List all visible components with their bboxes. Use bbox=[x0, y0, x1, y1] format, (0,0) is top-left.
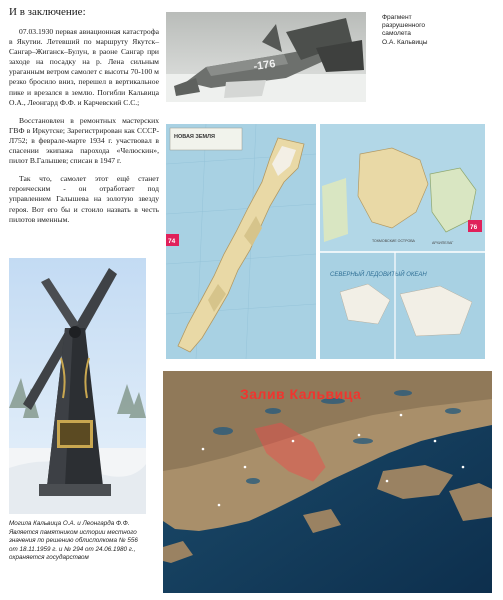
section-heading: И в заключение: bbox=[9, 6, 86, 18]
fuselage-marking: -176 bbox=[252, 58, 277, 73]
caption-line: О.А. Кальвицы bbox=[382, 38, 428, 46]
inset-label-1: ТОКМОВСКИЕ ОСТРОВА bbox=[372, 239, 415, 243]
satellite-graphic bbox=[163, 371, 492, 593]
inset-label-2: АРХИПЕЛАГ bbox=[432, 241, 454, 245]
paragraph-restoration: Восстановлен в ремонтных мастерских ГВФ в Иркутске; Зарегистрирован как СССР-Л752; в феврале-марте 1934 г. участвовал в спасении экипажа парохода «Челюскин», пилот В.Галышев; списан в 1947 г. bbox=[9, 115, 159, 166]
plane-photo-caption bbox=[382, 14, 492, 47]
map-side-graphic bbox=[320, 124, 485, 359]
satellite-image bbox=[163, 371, 492, 593]
plane-photo-graphic bbox=[166, 12, 366, 102]
ocean-label: СЕВЕРНЫЙ ЛЕДОВИТЫЙ ОКЕАН bbox=[330, 272, 427, 278]
satellite-title: Залив Кальвица bbox=[240, 386, 362, 402]
paragraph-crash: 07.03.1930 первая авиационная катастрофа в Якутии. Летевший по маршруту Якутск–Сангар–Жиганск–Булун, в раоне Сангар при заходе на посадку на р. Лена сильным ураганным ветром самолет с высоты 70-100 м резко бросило вниз, перешел в вертикальное пике и врезался в землю. Погибли Кальвица О.А., Леонгард Ф.Ф. и Карчевский С.С.; bbox=[9, 27, 159, 107]
monument-photo bbox=[9, 258, 146, 514]
crashed-plane-photo bbox=[166, 12, 366, 102]
caption-line: самолета bbox=[382, 30, 411, 38]
caption-line: разрушенного bbox=[382, 22, 426, 30]
monument-graphic bbox=[9, 258, 146, 514]
paragraph-conclusion: Так что, самолет этот ещё станет героическим - он отработает под управлением Галышева на золотую звезду героя. Вот его бы и стоило назвать в честь пилотов именным. bbox=[9, 174, 159, 224]
map-side-badge: 76 bbox=[470, 224, 478, 231]
article-body bbox=[9, 27, 159, 233]
map-page-badge: 74 bbox=[168, 238, 176, 245]
caption-line: Фрагмент bbox=[382, 14, 412, 21]
map-title: НОВАЯ ЗЕМЛЯ bbox=[174, 134, 215, 140]
monument-caption: Могила Кальвица О.А. и Леонгарда Ф.Ф. Является памятником истории местного значения по решению облисполкома № 556 от 18.11.1959 г. и № 294 от 24.06.1980 г., охраняется государством bbox=[9, 520, 138, 562]
novaya-zemlya-map bbox=[166, 124, 316, 359]
map-main-graphic bbox=[166, 124, 316, 359]
arctic-islands-map bbox=[320, 124, 485, 359]
